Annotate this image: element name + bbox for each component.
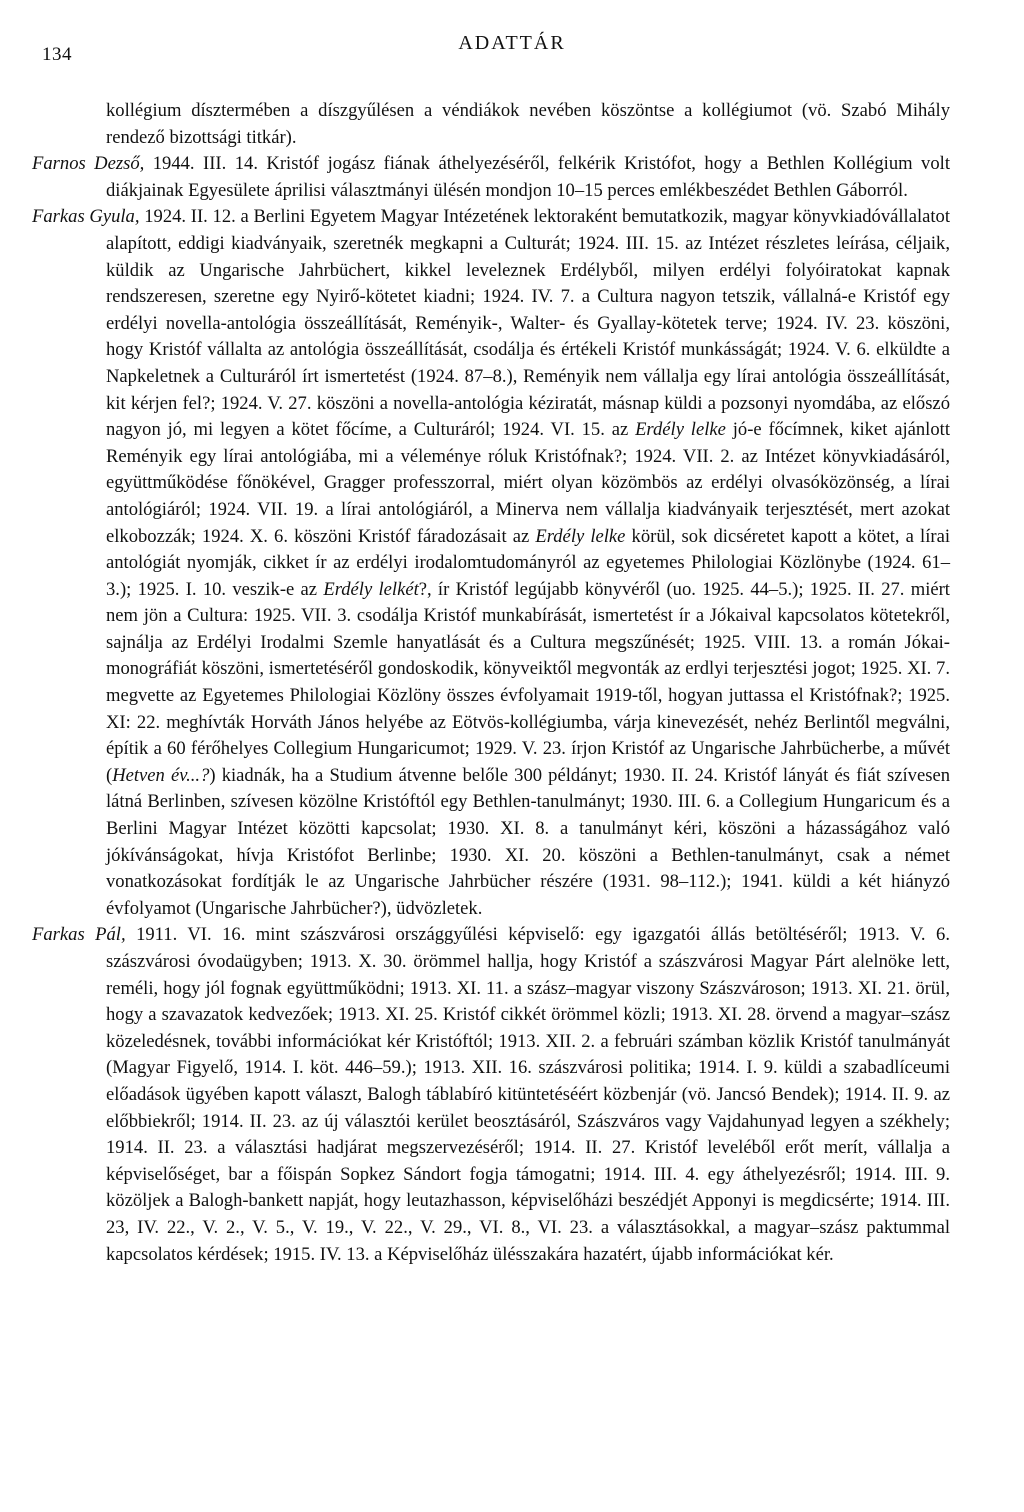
body-text: [32, 98, 950, 1268]
entry-name: Farkas Gyula,: [32, 206, 140, 228]
running-title: ADATTÁR: [458, 32, 566, 54]
entry-title-italic: Erdély lelkét: [323, 578, 419, 600]
entry-text: kollégium dísztermében a díszgyűlésen a véndiákok nevében köszöntse a kollégiumot (vö. Szabó Mihály rendező bizottsági titkár).: [106, 100, 950, 148]
entry-text: 1911. VI. 16. mint szászvárosi országgyűlési képviselő: egy igazgatói állás betöltéséről; 1913. V. 6. szászvárosi óvodaügyben; 1913. X. 30. örömmel hallja, hogy Kristóf a szászvárosi Magyar Párt alelnöke lett, reméli, hogy jól fognak együttműködni; 1913. XI. 11. a szász–magyar viszony Szászvároson; 1913. XI. 21. örül, hogy a szavazatok kedvezőek; 1913. XI. 25. Kristóf cikkét örömmel közli; 1913. XI. 28. örvend a magyar–szász közeledésnek, további információkat kér Kristóftól; 1913. XII. 2. a februári számban közlik Kristóf tanulmányát (Magyar Figyelő, 1914. I. köt. 446–59.); 1913. XII. 16. szászvárosi politika; 1914. I. 9. küldi a szabadlíceumi előadások ügyében kapott választ, Balogh táblabíró kitüntetéséért közbenjár (vö. Jancsó Bendek); 1914. II. 9. az előbbiekről; 1914. II. 23. az új választói kerület beosztásáról, Szászváros vagy Vajdahunyad legyen a székhely; 1914. II. 23. a választási hadjárat megszervezéséről; 1914. II. 27. Kristóf leveléből erőt merít, vállalja a képviselőséget, bar a főispán Sopkez Sándort fogja támogatni; 1914. III. 4. egy áthelyezésről; 1914. III. 9. közöljek a Balogh-bankett napját, hogy leutazhasson, képviselőházi beszédjét Apponyi is megdicsérte; 1914. III. 23, IV. 22., V. 2., V. 5., V. 19., V. 22., V. 29., VI. 8., VI. 23. a választásokkal, a magyar–szász paktummal kapcsolatos kérdések; 1915. IV. 13. a Képviselőház ülésszakára hazatért, újabb információkat kér.: [106, 924, 950, 1265]
entry-title-italic: Hetven év...?: [112, 764, 210, 786]
page-number: 134: [42, 44, 72, 65]
entry-farkas-pal: [32, 922, 950, 1268]
entry-continuation: [106, 98, 950, 151]
entry-name: Farnos Dezső,: [32, 153, 145, 175]
entry-farnos-dezso: [32, 151, 950, 204]
entry-text: ) kiadnák, ha a Studium átvenne belőle 300 példányt; 1930. II. 24. Kristóf lányát és fiát szívesen látná Berlinben, szívesen közölne Kristóftól egy Bethlen-tanulmányt; 1930. III. 6. a Collegium Hungaricum és a Berlini Magyar Intézet közötti kapcsolat; 1930. XI. 8. a tanulmányt kéri, köszöni a házasságához való jókívánságokat, hívja Kristófot Berlinbe; 1930. XI. 20. köszöni a Bethlen-tanulmányt, csak a német vonatkozásokat fordítják le az Ungarische Jahrbücher részére (1931. 98–112.); 1941. küldi a két hiányzó évfolyamot (Ungarische Jahrbücher?), üdvözletek.: [106, 764, 950, 919]
entry-title-italic: Erdély lelke: [535, 525, 626, 547]
entry-title-italic: Erdély lelke: [635, 419, 726, 441]
entry-text: 1944. III. 14. Kristóf jogász fiának áthelyezéséről, felkérik Kristófot, hogy a Bethlen Kollégium volt diákjainak Egyesülete áprilisi választmányi ülésén mondjon 10–15 perces emlékbeszédet Bethlen Gáborról.: [106, 153, 950, 201]
entry-farkas-gyula: [32, 204, 950, 922]
entry-name: Farkas Pál,: [32, 924, 126, 946]
entry-text: körül, sok dicséretet kapott a kötet, a lírai antológiát nyomják, cikket ír az erdélyi irodalomtudományról az egyetemes Philologiai Közlönybe (1924. 61–3.); 1925. I. 10. veszik-e az: [106, 525, 950, 600]
entry-text: 1924. II. 12. a Berlini Egyetem Magyar Intézetének lektoraként bemutatkozik, magyar könyvkiadóvállalatot alapított, eddigi kiadványaik, szeretnék megkapni a Culturát; 1924. III. 15. az Intézet részletes leírása, céljaik, küldik az Ungarische Jahrbüchert, kikkel leveleznek Erdélyből, milyen erdélyi folyóiratokat kapnak rendszeresen, szeretne egy Nyirő-kötetet kiadni; 1924. IV. 7. a Cultura nagyon tetszik, vállalná-e Kristóf egy erdélyi novella-antológia összeállítását, Reményik-, Walter- és Gyallay-kötetek terve; 1924. IV. 23. köszöni, hogy Kristóf vállalta az antológia összeállítását, csodálja és értékeli Kristóf munkásságát; 1924. V. 6. elküldte a Napkeletnek a Culturáról írt ismertetést (1924. 87–8.), Reményik nem vállalja egy lírai antológia összeállítását, kit kérjen fel?; 1924. V. 27. köszöni a novella-antológia kéziratát, másnap küldi a pozsonyi nyomdába, az előszó nagyon jó, mi legyen a kötet főcíme, a Culturáról; 1924. VI. 15. az: [106, 206, 950, 441]
entry-text: ?, ír Kristóf legújabb könyvéről (uo. 1925. 44–5.); 1925. II. 27. miért nem jön a Cultura: 1925. VII. 3. csodálja Kristóf munkabírását, ismertetést ír a Jókaival kapcsolatos kötetekről, sajnálja az Erdélyi Irodalmi Szemle hanyatlását és a Cultura megszűnését; 1925. VIII. 13. a román Jókai-monográfiát köszöni, ismertetéséről gondoskodik, könyveiktől megvonták az erdlyi terjesztési jogot; 1925. XI. 7. megvette az Egyetemes Philologiai Közlöny összes évfolyamait 1919-től, hogyan juttassa el Kristófnak?; 1925. XI: 22. meghívták Horváth János helyébe az Eötvös-kollégiumba, várja kinevezését, nehéz Berlintől megválni, építik a 60 férőhelyes Collegium Hungaricumot; 1929. V. 23. írjon Kristóf az Ungarische Jahrbücherbe, a művét (: [106, 578, 950, 786]
entry-text: jó-e főcímnek, kiket ajánlott Reményik egy lírai antológiába, mi a véleménye róluk Kristófnak?; 1924. VII. 2. az Intézet könyvkiadásáról, együttműködése főnökével, Gragger professzorral, miért olyan közömbös az erdélyi olvasóközönség, a lírai antológiáról; 1924. VII. 19. a lírai antológiáról, a Minerva nem vállalja kiadványaik terjesztését, mert azokat elkobozzák; 1924. X. 6. köszöni Kristóf fáradozásait az: [106, 419, 950, 547]
